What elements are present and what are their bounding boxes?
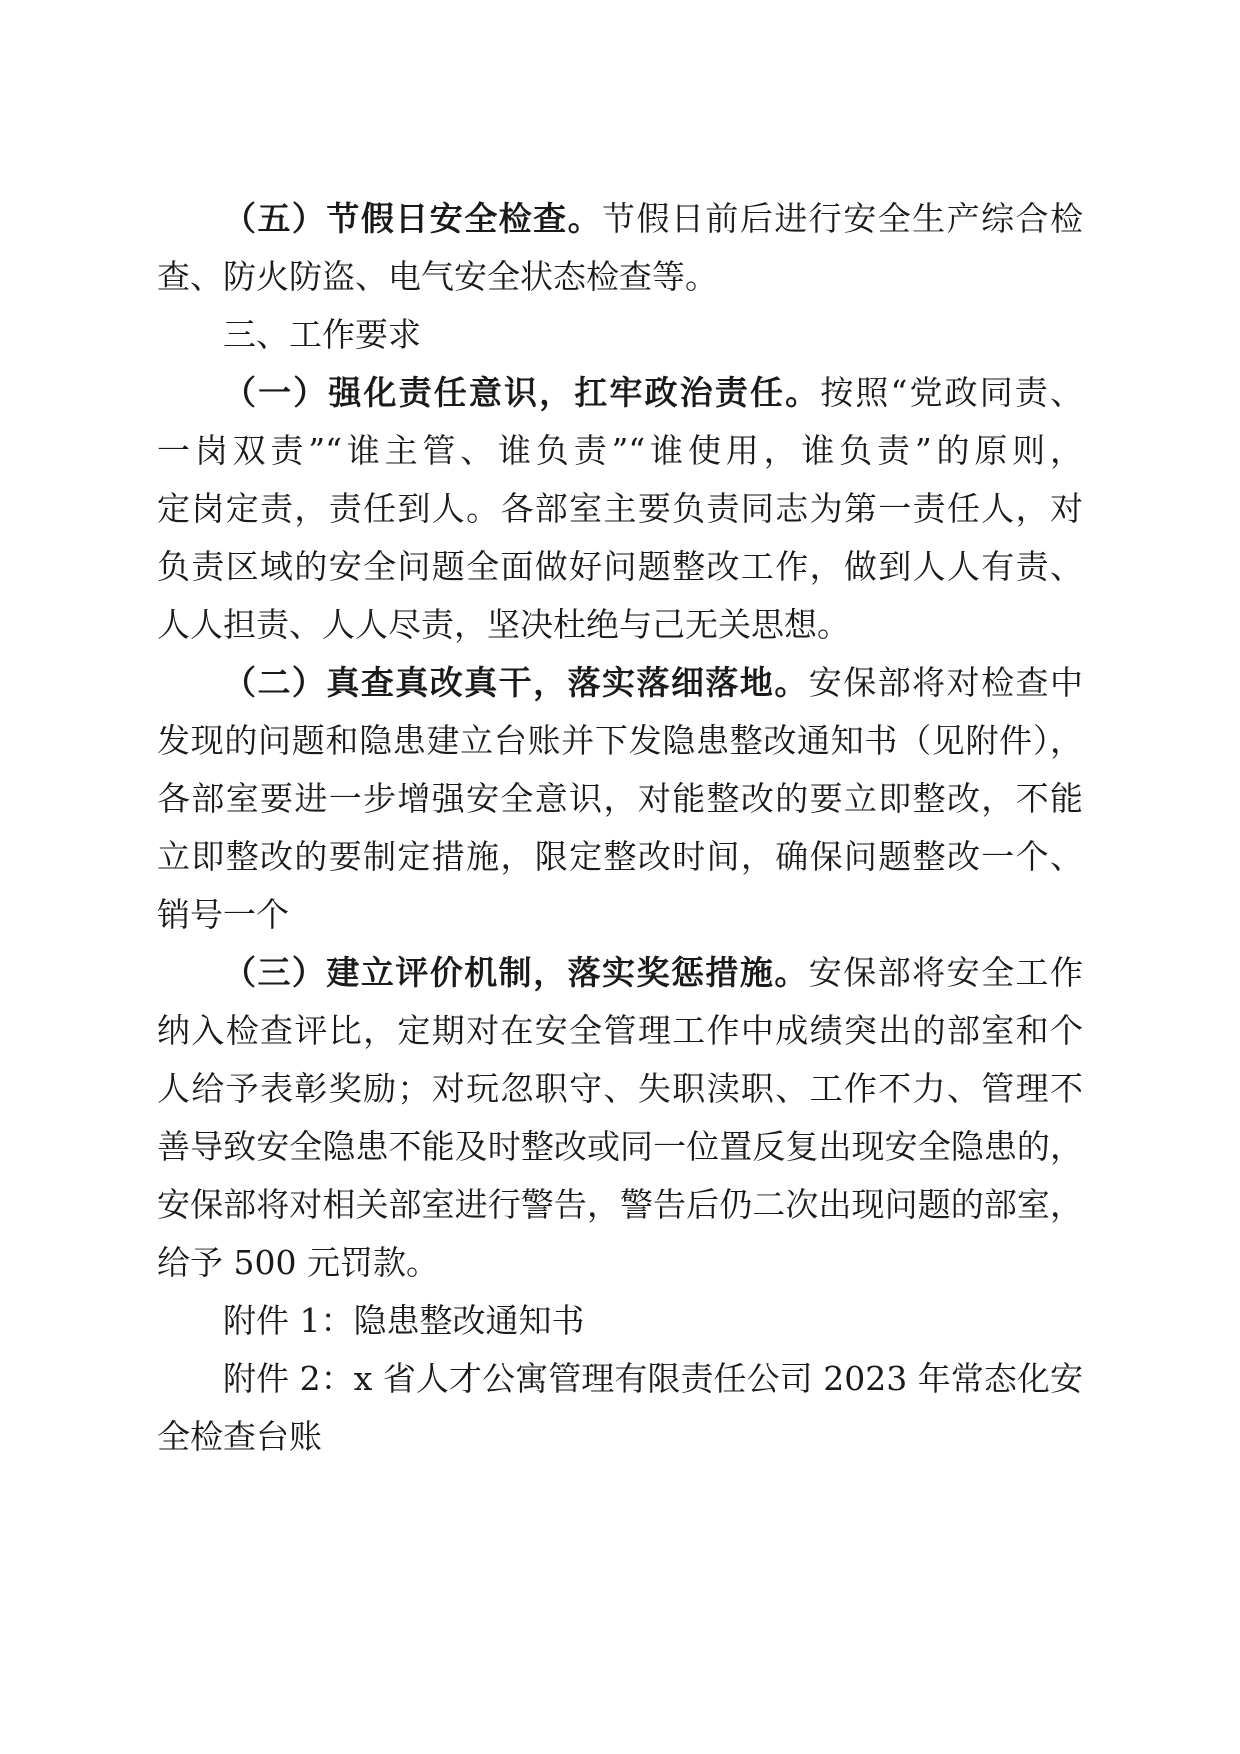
section-5-line-2: 查、防火防盗、电气安全状态检查等。 [157,257,718,296]
requirement-1-line-3: 定岗定责，责任到人。各部室主要负责同志为第一责任人，对 [157,489,1083,528]
attachment-2-line-2: 全检查台账 [157,1417,322,1456]
document-page [157,190,1083,1466]
requirement-3-line-2: 纳入检查评比，定期对在安全管理工作中成绩突出的部室和个 [157,1011,1083,1050]
requirement-2-lead: （二）真查真改真干，落实落细落地。 [223,663,809,702]
attachment-2-line-1: 附件 2：x 省人才公寓管理有限责任公司 2023 年常态化安 [223,1359,1083,1398]
attachment-1: 附件 1：隐患整改通知书 [223,1301,585,1340]
section-5-lead: （五）节假日安全检查。 [223,199,603,238]
requirement-3-line-5: 安保部将对相关部室进行警告，警告后仍二次出现问题的部室， [157,1185,1083,1224]
requirement-2-line-2: 发现的问题和隐患建立台账并下发隐患整改通知书（见附件）， [157,721,1083,760]
requirement-3-line-3: 人给予表彰奖励；对玩忽职守、失职渎职、工作不力、管理不 [157,1069,1083,1108]
requirement-2-text: 安保部将对检查中 [808,663,1083,702]
requirement-1-line-5: 人人担责、人人尽责，坚决杜绝与己无关思想。 [157,605,850,644]
requirement-3-line-4: 善导致安全隐患不能及时整改或同一位置反复出现安全隐患的， [157,1127,1083,1166]
section-5-text: 节假日前后进行安全生产综合检 [602,199,1083,238]
requirement-3-text: 安保部将安全工作 [808,953,1083,992]
requirement-1-line-2: 一岗双责”“谁主管、谁负责”“谁使用，谁负责”的原则， [157,431,1083,470]
requirement-1-line-1 [157,364,1083,422]
requirement-3-line-6: 给予 500 元罚款。 [157,1243,439,1282]
requirement-1-line-4: 负责区域的安全问题全面做好问题整改工作，做到人人有责、 [157,547,1083,586]
requirement-3-lead: （三）建立评价机制，落实奖惩措施。 [223,953,809,992]
requirement-2-line-1 [157,654,1083,712]
requirement-3-line-1 [157,944,1083,1002]
requirement-2-line-3: 各部室要进一步增强安全意识，对能整改的要立即整改，不能 [157,779,1083,818]
requirement-2-line-5: 销号一个 [157,895,289,934]
requirement-1-lead: （一）强化责任意识，扛牢政治责任。 [223,373,821,412]
requirement-1-text: 按照“党政同责、 [820,373,1083,412]
section-5-line-1 [157,190,1083,248]
requirement-2-line-4: 立即整改的要制定措施，限定整改时间，确保问题整改一个、 [157,837,1083,876]
heading-work-requirements: 三、工作要求 [223,315,421,354]
